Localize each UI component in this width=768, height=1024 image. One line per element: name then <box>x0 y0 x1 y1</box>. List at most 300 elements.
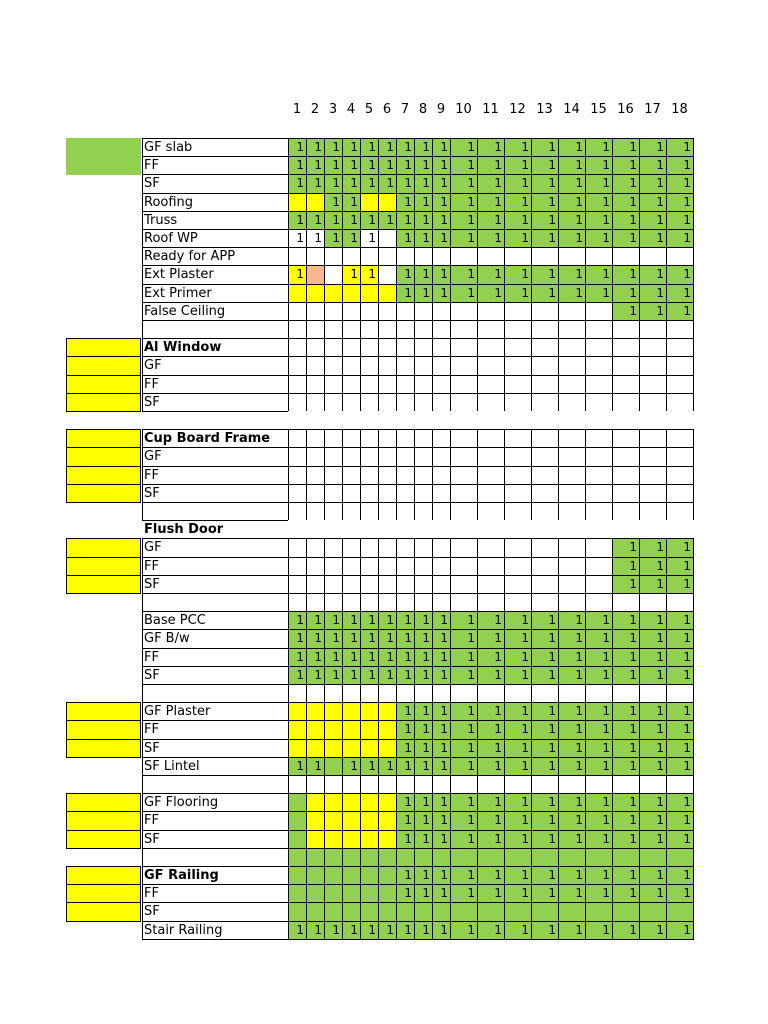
schedule-cell <box>360 393 379 412</box>
schedule-cell <box>477 502 505 521</box>
schedule-cell: 1 <box>288 229 307 248</box>
schedule-cell: 1 <box>306 229 325 248</box>
schedule-cell <box>378 356 397 375</box>
schedule-cell: 1 <box>342 211 361 230</box>
schedule-cell <box>450 502 478 521</box>
schedule-cell <box>585 575 613 594</box>
schedule-cell: 1 <box>378 629 397 648</box>
schedule-cell: 1 <box>396 193 415 212</box>
schedule-cell <box>288 356 307 375</box>
schedule-cell <box>477 520 505 539</box>
schedule-cell: 1 <box>612 575 640 594</box>
schedule-cell <box>324 593 343 612</box>
schedule-cell <box>378 247 397 266</box>
schedule-cell: 1 <box>288 265 307 284</box>
schedule-cell: 1 <box>378 921 397 940</box>
schedule-cell <box>324 538 343 557</box>
schedule-cell: 1 <box>450 629 478 648</box>
schedule-cell <box>531 247 559 266</box>
schedule-cell <box>612 356 640 375</box>
activity-label: SF <box>142 393 288 412</box>
schedule-cell <box>324 702 343 721</box>
schedule-cell: 1 <box>612 702 640 721</box>
schedule-cell: 1 <box>288 138 307 157</box>
schedule-cell <box>585 466 613 485</box>
schedule-cell <box>585 447 613 466</box>
schedule-cell <box>477 356 505 375</box>
schedule-cell <box>558 484 586 503</box>
schedule-cell <box>378 830 397 849</box>
schedule-cell <box>378 393 397 412</box>
schedule-cell: 1 <box>504 138 532 157</box>
schedule-cell <box>450 775 478 794</box>
row-marker-yellow <box>66 811 141 830</box>
schedule-cell <box>414 593 433 612</box>
schedule-cell <box>612 393 640 412</box>
schedule-cell: 1 <box>450 229 478 248</box>
schedule-cell <box>360 429 379 448</box>
schedule-cell <box>504 447 532 466</box>
schedule-cell <box>306 848 325 867</box>
schedule-cell: 1 <box>612 557 640 576</box>
schedule-cell: 1 <box>432 211 451 230</box>
schedule-cell: 1 <box>585 611 613 630</box>
schedule-cell <box>477 575 505 594</box>
row-marker-yellow <box>66 884 141 903</box>
schedule-cell: 1 <box>432 229 451 248</box>
activity-label <box>142 775 288 794</box>
schedule-cell: 1 <box>666 884 694 903</box>
schedule-cell: 1 <box>558 611 586 630</box>
schedule-cell <box>639 466 667 485</box>
schedule-cell <box>450 848 478 867</box>
schedule-cell: 1 <box>342 757 361 776</box>
schedule-cell <box>324 302 343 321</box>
schedule-cell: 1 <box>639 211 667 230</box>
schedule-cell <box>666 684 694 703</box>
schedule-cell <box>378 284 397 303</box>
schedule-cell <box>558 320 586 339</box>
schedule-cell <box>324 375 343 394</box>
schedule-cell: 1 <box>639 302 667 321</box>
schedule-cell: 1 <box>324 211 343 230</box>
activity-label: GF B/w <box>142 629 288 648</box>
schedule-cell <box>558 538 586 557</box>
schedule-cell <box>414 902 433 921</box>
schedule-cell <box>324 557 343 576</box>
schedule-cell <box>324 411 343 430</box>
schedule-cell <box>639 484 667 503</box>
schedule-cell <box>612 466 640 485</box>
schedule-cell <box>612 520 640 539</box>
schedule-cell <box>396 848 415 867</box>
schedule-cell <box>504 848 532 867</box>
schedule-cell <box>558 375 586 394</box>
schedule-cell: 1 <box>666 211 694 230</box>
schedule-cell <box>324 338 343 357</box>
schedule-cell: 1 <box>558 193 586 212</box>
schedule-cell <box>432 411 451 430</box>
schedule-cell <box>414 502 433 521</box>
schedule-cell: 1 <box>531 811 559 830</box>
schedule-cell: 1 <box>477 793 505 812</box>
schedule-cell: 1 <box>432 648 451 667</box>
schedule-cell: 1 <box>324 666 343 685</box>
schedule-cell <box>531 684 559 703</box>
schedule-cell <box>666 356 694 375</box>
schedule-cell <box>414 520 433 539</box>
schedule-cell <box>324 520 343 539</box>
row-marker-yellow <box>66 484 141 503</box>
schedule-cell: 1 <box>414 229 433 248</box>
schedule-cell <box>639 393 667 412</box>
schedule-cell: 1 <box>414 666 433 685</box>
schedule-cell <box>477 338 505 357</box>
schedule-cell <box>360 520 379 539</box>
schedule-cell <box>378 520 397 539</box>
schedule-cell <box>585 411 613 430</box>
column-header-2: 2 <box>310 102 320 117</box>
schedule-cell <box>639 902 667 921</box>
schedule-cell: 1 <box>558 211 586 230</box>
schedule-cell <box>378 848 397 867</box>
schedule-cell <box>531 411 559 430</box>
schedule-cell <box>288 575 307 594</box>
row-marker-green <box>66 138 141 175</box>
schedule-cell: 1 <box>531 866 559 885</box>
schedule-cell: 1 <box>504 666 532 685</box>
schedule-cell: 1 <box>432 265 451 284</box>
schedule-cell <box>450 902 478 921</box>
schedule-cell: 1 <box>378 156 397 175</box>
schedule-cell <box>324 575 343 594</box>
activity-label: FF <box>142 156 288 175</box>
schedule-cell: 1 <box>432 811 451 830</box>
schedule-cell: 1 <box>432 793 451 812</box>
schedule-cell <box>306 575 325 594</box>
schedule-cell: 1 <box>666 866 694 885</box>
schedule-cell: 1 <box>612 174 640 193</box>
schedule-cell <box>378 320 397 339</box>
schedule-cell <box>378 538 397 557</box>
schedule-cell: 1 <box>504 884 532 903</box>
row-marker-yellow <box>66 429 141 448</box>
schedule-cell: 1 <box>477 648 505 667</box>
schedule-cell: 1 <box>450 830 478 849</box>
schedule-cell <box>306 338 325 357</box>
schedule-cell <box>585 520 613 539</box>
schedule-cell <box>450 557 478 576</box>
schedule-cell: 1 <box>639 866 667 885</box>
schedule-cell: 1 <box>288 648 307 667</box>
schedule-cell: 1 <box>306 156 325 175</box>
schedule-cell: 1 <box>558 702 586 721</box>
schedule-cell <box>531 466 559 485</box>
column-header-11: 11 <box>482 102 499 117</box>
activity-label: Ext Primer <box>142 284 288 303</box>
schedule-cell: 1 <box>477 866 505 885</box>
schedule-cell: 1 <box>639 156 667 175</box>
schedule-cell <box>306 247 325 266</box>
schedule-cell <box>432 684 451 703</box>
schedule-cell <box>360 284 379 303</box>
schedule-cell: 1 <box>396 702 415 721</box>
schedule-cell <box>477 538 505 557</box>
schedule-cell: 1 <box>612 193 640 212</box>
schedule-cell <box>306 811 325 830</box>
schedule-cell <box>342 811 361 830</box>
schedule-cell <box>288 466 307 485</box>
schedule-cell <box>504 320 532 339</box>
schedule-cell: 1 <box>504 229 532 248</box>
schedule-cell: 1 <box>450 739 478 758</box>
schedule-cell <box>306 702 325 721</box>
schedule-cell <box>531 502 559 521</box>
schedule-cell: 1 <box>450 757 478 776</box>
schedule-cell <box>531 520 559 539</box>
schedule-cell <box>666 593 694 612</box>
schedule-cell: 1 <box>378 211 397 230</box>
schedule-cell <box>612 848 640 867</box>
schedule-cell: 1 <box>585 884 613 903</box>
schedule-cell <box>666 247 694 266</box>
schedule-cell: 1 <box>639 884 667 903</box>
schedule-cell: 1 <box>378 648 397 667</box>
schedule-cell <box>585 429 613 448</box>
schedule-cell: 1 <box>414 611 433 630</box>
schedule-cell: 1 <box>414 921 433 940</box>
schedule-cell: 1 <box>450 793 478 812</box>
schedule-cell: 1 <box>414 866 433 885</box>
schedule-cell <box>342 502 361 521</box>
schedule-cell: 1 <box>414 138 433 157</box>
schedule-cell <box>288 393 307 412</box>
schedule-cell <box>585 375 613 394</box>
activity-label: GF <box>142 356 288 375</box>
schedule-cell: 1 <box>585 921 613 940</box>
schedule-cell <box>504 338 532 357</box>
schedule-cell <box>378 338 397 357</box>
schedule-cell: 1 <box>504 702 532 721</box>
activity-label: GF Plaster <box>142 702 288 721</box>
schedule-cell: 1 <box>612 648 640 667</box>
schedule-cell <box>342 284 361 303</box>
schedule-cell: 1 <box>639 265 667 284</box>
schedule-cell <box>378 575 397 594</box>
schedule-cell <box>342 793 361 812</box>
schedule-cell <box>558 593 586 612</box>
schedule-cell <box>450 575 478 594</box>
schedule-cell: 1 <box>558 629 586 648</box>
schedule-cell <box>306 902 325 921</box>
schedule-cell <box>477 411 505 430</box>
schedule-cell <box>414 684 433 703</box>
schedule-cell <box>288 247 307 266</box>
schedule-cell: 1 <box>666 702 694 721</box>
schedule-cell: 1 <box>342 193 361 212</box>
schedule-cell <box>531 593 559 612</box>
schedule-cell: 1 <box>324 921 343 940</box>
schedule-cell: 1 <box>306 611 325 630</box>
schedule-cell <box>378 684 397 703</box>
schedule-cell <box>414 484 433 503</box>
schedule-cell <box>360 593 379 612</box>
schedule-cell: 1 <box>612 156 640 175</box>
schedule-cell <box>288 429 307 448</box>
schedule-cell <box>306 793 325 812</box>
schedule-cell <box>324 866 343 885</box>
schedule-cell <box>342 775 361 794</box>
schedule-cell <box>306 193 325 212</box>
schedule-cell: 1 <box>585 720 613 739</box>
schedule-cell: 1 <box>306 629 325 648</box>
schedule-cell <box>504 575 532 594</box>
schedule-cell: 1 <box>360 611 379 630</box>
schedule-cell: 1 <box>432 629 451 648</box>
schedule-cell: 1 <box>558 866 586 885</box>
schedule-cell: 1 <box>432 757 451 776</box>
schedule-cell <box>396 247 415 266</box>
schedule-cell <box>612 338 640 357</box>
schedule-cell: 1 <box>666 648 694 667</box>
schedule-cell <box>396 502 415 521</box>
schedule-cell <box>666 447 694 466</box>
schedule-cell <box>612 484 640 503</box>
schedule-cell <box>585 593 613 612</box>
schedule-cell <box>342 866 361 885</box>
schedule-cell <box>531 775 559 794</box>
schedule-cell <box>288 447 307 466</box>
activity-label: SF <box>142 666 288 685</box>
schedule-cell: 1 <box>432 830 451 849</box>
schedule-cell: 1 <box>414 174 433 193</box>
activity-label <box>142 593 288 612</box>
schedule-cell <box>396 447 415 466</box>
schedule-cell: 1 <box>288 757 307 776</box>
column-header-17: 17 <box>644 102 661 117</box>
activity-label: Al Window <box>142 338 288 357</box>
activity-label: FF <box>142 720 288 739</box>
schedule-cell: 1 <box>477 611 505 630</box>
schedule-cell <box>342 466 361 485</box>
schedule-cell <box>432 393 451 412</box>
schedule-cell: 1 <box>504 793 532 812</box>
schedule-cell: 1 <box>666 538 694 557</box>
schedule-cell: 1 <box>504 739 532 758</box>
schedule-cell: 1 <box>414 193 433 212</box>
schedule-cell: 1 <box>531 793 559 812</box>
schedule-cell <box>342 702 361 721</box>
activity-label: FF <box>142 648 288 667</box>
schedule-cell <box>288 338 307 357</box>
schedule-cell <box>288 520 307 539</box>
schedule-cell: 1 <box>477 193 505 212</box>
schedule-cell <box>477 593 505 612</box>
row-marker-yellow <box>66 902 141 921</box>
schedule-cell <box>666 502 694 521</box>
schedule-cell <box>477 775 505 794</box>
schedule-cell: 1 <box>612 611 640 630</box>
schedule-cell <box>585 393 613 412</box>
schedule-cell: 1 <box>414 830 433 849</box>
schedule-cell <box>477 557 505 576</box>
schedule-cell: 1 <box>414 265 433 284</box>
schedule-cell: 1 <box>639 284 667 303</box>
column-header-18: 18 <box>671 102 688 117</box>
schedule-cell <box>360 848 379 867</box>
schedule-cell <box>558 575 586 594</box>
schedule-cell: 1 <box>531 174 559 193</box>
schedule-cell <box>450 684 478 703</box>
schedule-cell: 1 <box>612 302 640 321</box>
schedule-cell: 1 <box>378 666 397 685</box>
schedule-cell <box>396 320 415 339</box>
schedule-cell <box>342 320 361 339</box>
schedule-cell <box>324 320 343 339</box>
schedule-cell <box>342 902 361 921</box>
schedule-cell: 1 <box>612 666 640 685</box>
schedule-cell: 1 <box>378 757 397 776</box>
activity-label: Flush Door <box>144 522 224 538</box>
schedule-cell <box>306 520 325 539</box>
schedule-cell: 1 <box>432 739 451 758</box>
schedule-cell <box>432 484 451 503</box>
schedule-cell <box>477 466 505 485</box>
schedule-cell <box>531 356 559 375</box>
schedule-cell <box>585 484 613 503</box>
schedule-cell: 1 <box>288 611 307 630</box>
schedule-cell <box>414 538 433 557</box>
schedule-cell: 1 <box>342 138 361 157</box>
schedule-cell <box>414 320 433 339</box>
schedule-cell <box>360 411 379 430</box>
schedule-cell <box>396 557 415 576</box>
row-marker-yellow <box>66 793 141 812</box>
schedule-cell <box>666 338 694 357</box>
schedule-cell <box>432 466 451 485</box>
schedule-cell <box>531 484 559 503</box>
schedule-cell: 1 <box>558 830 586 849</box>
schedule-cell: 1 <box>477 211 505 230</box>
schedule-cell <box>342 247 361 266</box>
schedule-cell <box>531 338 559 357</box>
schedule-cell <box>306 466 325 485</box>
schedule-cell: 1 <box>324 229 343 248</box>
activity-label: Roofing <box>142 193 288 212</box>
schedule-cell <box>450 338 478 357</box>
schedule-cell <box>378 502 397 521</box>
schedule-cell: 1 <box>396 611 415 630</box>
schedule-cell: 1 <box>324 174 343 193</box>
schedule-cell <box>288 702 307 721</box>
schedule-cell: 1 <box>342 648 361 667</box>
schedule-cell: 1 <box>558 138 586 157</box>
schedule-cell <box>504 393 532 412</box>
schedule-cell: 1 <box>342 156 361 175</box>
schedule-cell: 1 <box>288 211 307 230</box>
schedule-cell: 1 <box>477 229 505 248</box>
schedule-cell <box>324 848 343 867</box>
schedule-cell: 1 <box>558 284 586 303</box>
schedule-cell <box>612 593 640 612</box>
schedule-cell: 1 <box>450 866 478 885</box>
schedule-cell <box>342 884 361 903</box>
schedule-cell <box>639 775 667 794</box>
schedule-cell <box>360 720 379 739</box>
schedule-cell <box>306 484 325 503</box>
schedule-cell <box>306 393 325 412</box>
schedule-cell <box>531 538 559 557</box>
